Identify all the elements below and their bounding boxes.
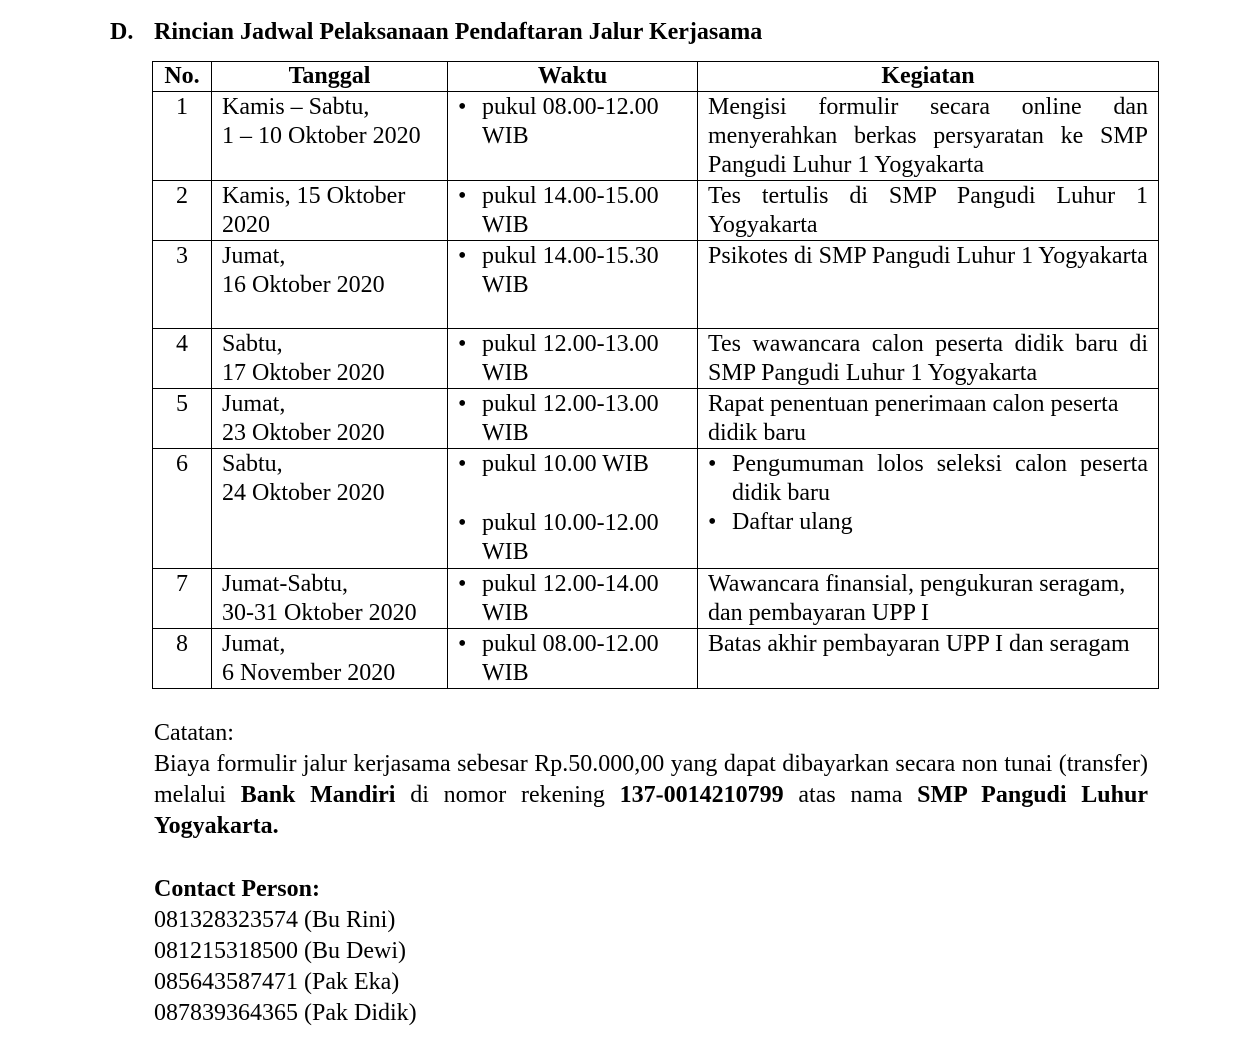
row-activity: Rapat penentuan penerimaan calon peserta didik baru (698, 389, 1159, 449)
row-date (212, 329, 448, 389)
row-time (448, 449, 698, 569)
table-row (153, 389, 1159, 449)
table-row (153, 181, 1159, 241)
bullet-icon: • (458, 510, 467, 536)
notes-text-part: di nomor rekening (395, 782, 620, 808)
row-number: 8 (153, 629, 212, 689)
notes-label: Catatan: (154, 720, 234, 746)
row-number: 1 (153, 92, 212, 181)
table-row (153, 569, 1159, 629)
time-zone: WIB (482, 660, 529, 686)
time-range: pukul 14.00-15.00 (482, 183, 659, 209)
time-zone: WIB (482, 123, 529, 149)
row-activity (698, 449, 1159, 569)
row-date (212, 449, 448, 569)
bullet-icon: • (458, 631, 467, 657)
row-activity: Wawancara finansial, pengukuran seragam, dan pembayaran UPP I (698, 569, 1159, 629)
row-activity: Mengisi formulir secara online dan menyerahkan berkas persyaratan ke SMP Pangudi Luhur 1 Yogyakarta (698, 92, 1159, 181)
header-no: No. (153, 62, 212, 92)
table-row (153, 449, 1159, 569)
contact-label: Contact Person: (154, 876, 320, 902)
row-number: 7 (153, 569, 212, 629)
notes-text (154, 749, 1148, 842)
contact-item: 081215318500 (Bu Dewi) (154, 938, 406, 964)
date-day: Jumat-Sabtu, (222, 571, 348, 597)
contact-item: 085643587471 (Pak Eka) (154, 969, 400, 995)
section-letter: D. (110, 19, 134, 45)
row-activity: Tes tertulis di SMP Pangudi Luhur 1 Yogyakarta (698, 181, 1159, 241)
row-number: 6 (153, 449, 212, 569)
row-date (212, 389, 448, 449)
row-activity: Psikotes di SMP Pangudi Luhur 1 Yogyakarta (698, 241, 1159, 329)
date-day: Sabtu, (222, 331, 283, 357)
header-kegiatan: Kegiatan (698, 62, 1159, 92)
time-range: pukul 12.00-14.00 (482, 571, 659, 597)
table-header-row (153, 62, 1159, 92)
date-day: Jumat, (222, 243, 286, 269)
date-value: 6 November 2020 (222, 660, 396, 686)
date-day: Kamis, 15 Oktober (222, 183, 406, 209)
bullet-icon: • (458, 183, 467, 209)
row-date (212, 241, 448, 329)
bullet-icon: • (458, 331, 467, 357)
row-number: 2 (153, 181, 212, 241)
bullet-icon: • (708, 509, 717, 535)
time-range: pukul 10.00 WIB (482, 451, 649, 477)
row-number: 3 (153, 241, 212, 329)
time-range: pukul 14.00-15.30 (482, 243, 659, 269)
time-zone: WIB (482, 600, 529, 626)
date-value: 24 Oktober 2020 (222, 480, 385, 506)
bullet-icon: • (458, 94, 467, 120)
row-date (212, 92, 448, 181)
time-range: pukul 08.00-12.00 (482, 631, 659, 657)
date-day: Jumat, (222, 631, 286, 657)
date-value: 17 Oktober 2020 (222, 360, 385, 386)
table-row (153, 629, 1159, 689)
date-value: 23 Oktober 2020 (222, 420, 385, 446)
account-name: SMP Pangudi Luhur Yogyakarta. (154, 782, 1148, 839)
time-range: pukul 12.00-13.00 (482, 331, 659, 357)
contact-item: 081328323574 (Bu Rini) (154, 907, 396, 933)
row-time (448, 569, 698, 629)
date-day: Kamis – Sabtu, (222, 94, 370, 120)
bullet-icon: • (708, 451, 717, 477)
schedule-table (152, 61, 1159, 689)
row-date (212, 569, 448, 629)
date-value: 2020 (222, 212, 270, 238)
bullet-icon: • (458, 391, 467, 417)
notes-section (154, 718, 1148, 842)
row-activity: Tes wawancara calon peserta didik baru di SMP Pangudi Luhur 1 Yogyakarta (698, 329, 1159, 389)
bullet-icon: • (458, 571, 467, 597)
bullet-icon: • (458, 451, 467, 477)
notes-text-part: Biaya formulir jalur kerjasama sebesar Rp.50.000,00 yang dapat dibayarkan secara non tunai (transfer) melalui (154, 751, 1148, 808)
date-value: 30-31 Oktober 2020 (222, 600, 417, 626)
time-range: pukul 08.00-12.00 (482, 94, 659, 120)
row-date (212, 181, 448, 241)
time-range: pukul 12.00-13.00 (482, 391, 659, 417)
activity-item: Pengumuman lolos seleksi calon peserta didik baru (732, 451, 1148, 506)
time-zone: WIB (482, 420, 529, 446)
date-day: Sabtu, (222, 451, 283, 477)
time-range: pukul 10.00-12.00 (482, 510, 659, 536)
row-number: 4 (153, 329, 212, 389)
row-time (448, 389, 698, 449)
section-heading (110, 18, 762, 47)
date-day: Jumat, (222, 391, 286, 417)
account-number: 137-0014210799 (619, 782, 784, 808)
row-time (448, 629, 698, 689)
time-zone: WIB (482, 360, 529, 386)
row-time (448, 92, 698, 181)
contact-section (154, 874, 417, 1029)
table-row (153, 329, 1159, 389)
header-waktu: Waktu (448, 62, 698, 92)
activity-item: Daftar ulang (732, 509, 853, 535)
row-time (448, 181, 698, 241)
time-zone: WIB (482, 272, 529, 298)
row-activity: Batas akhir pembayaran UPP I dan seragam (698, 629, 1159, 689)
bullet-icon: • (458, 243, 467, 269)
table-row (153, 241, 1159, 329)
section-title: Rincian Jadwal Pelaksanaan Pendaftaran Jalur Kerjasama (154, 19, 763, 45)
header-tanggal: Tanggal (212, 62, 448, 92)
row-date (212, 629, 448, 689)
date-value: 1 – 10 Oktober 2020 (222, 123, 421, 149)
row-time (448, 241, 698, 329)
row-number: 5 (153, 389, 212, 449)
date-value: 16 Oktober 2020 (222, 272, 385, 298)
time-zone: WIB (482, 212, 529, 238)
row-time (448, 329, 698, 389)
contact-item: 087839364365 (Pak Didik) (154, 1000, 417, 1026)
bank-name: Bank Mandiri (240, 782, 396, 808)
table-row (153, 92, 1159, 181)
notes-text-part: atas nama (783, 782, 918, 808)
time-zone: WIB (482, 539, 529, 565)
